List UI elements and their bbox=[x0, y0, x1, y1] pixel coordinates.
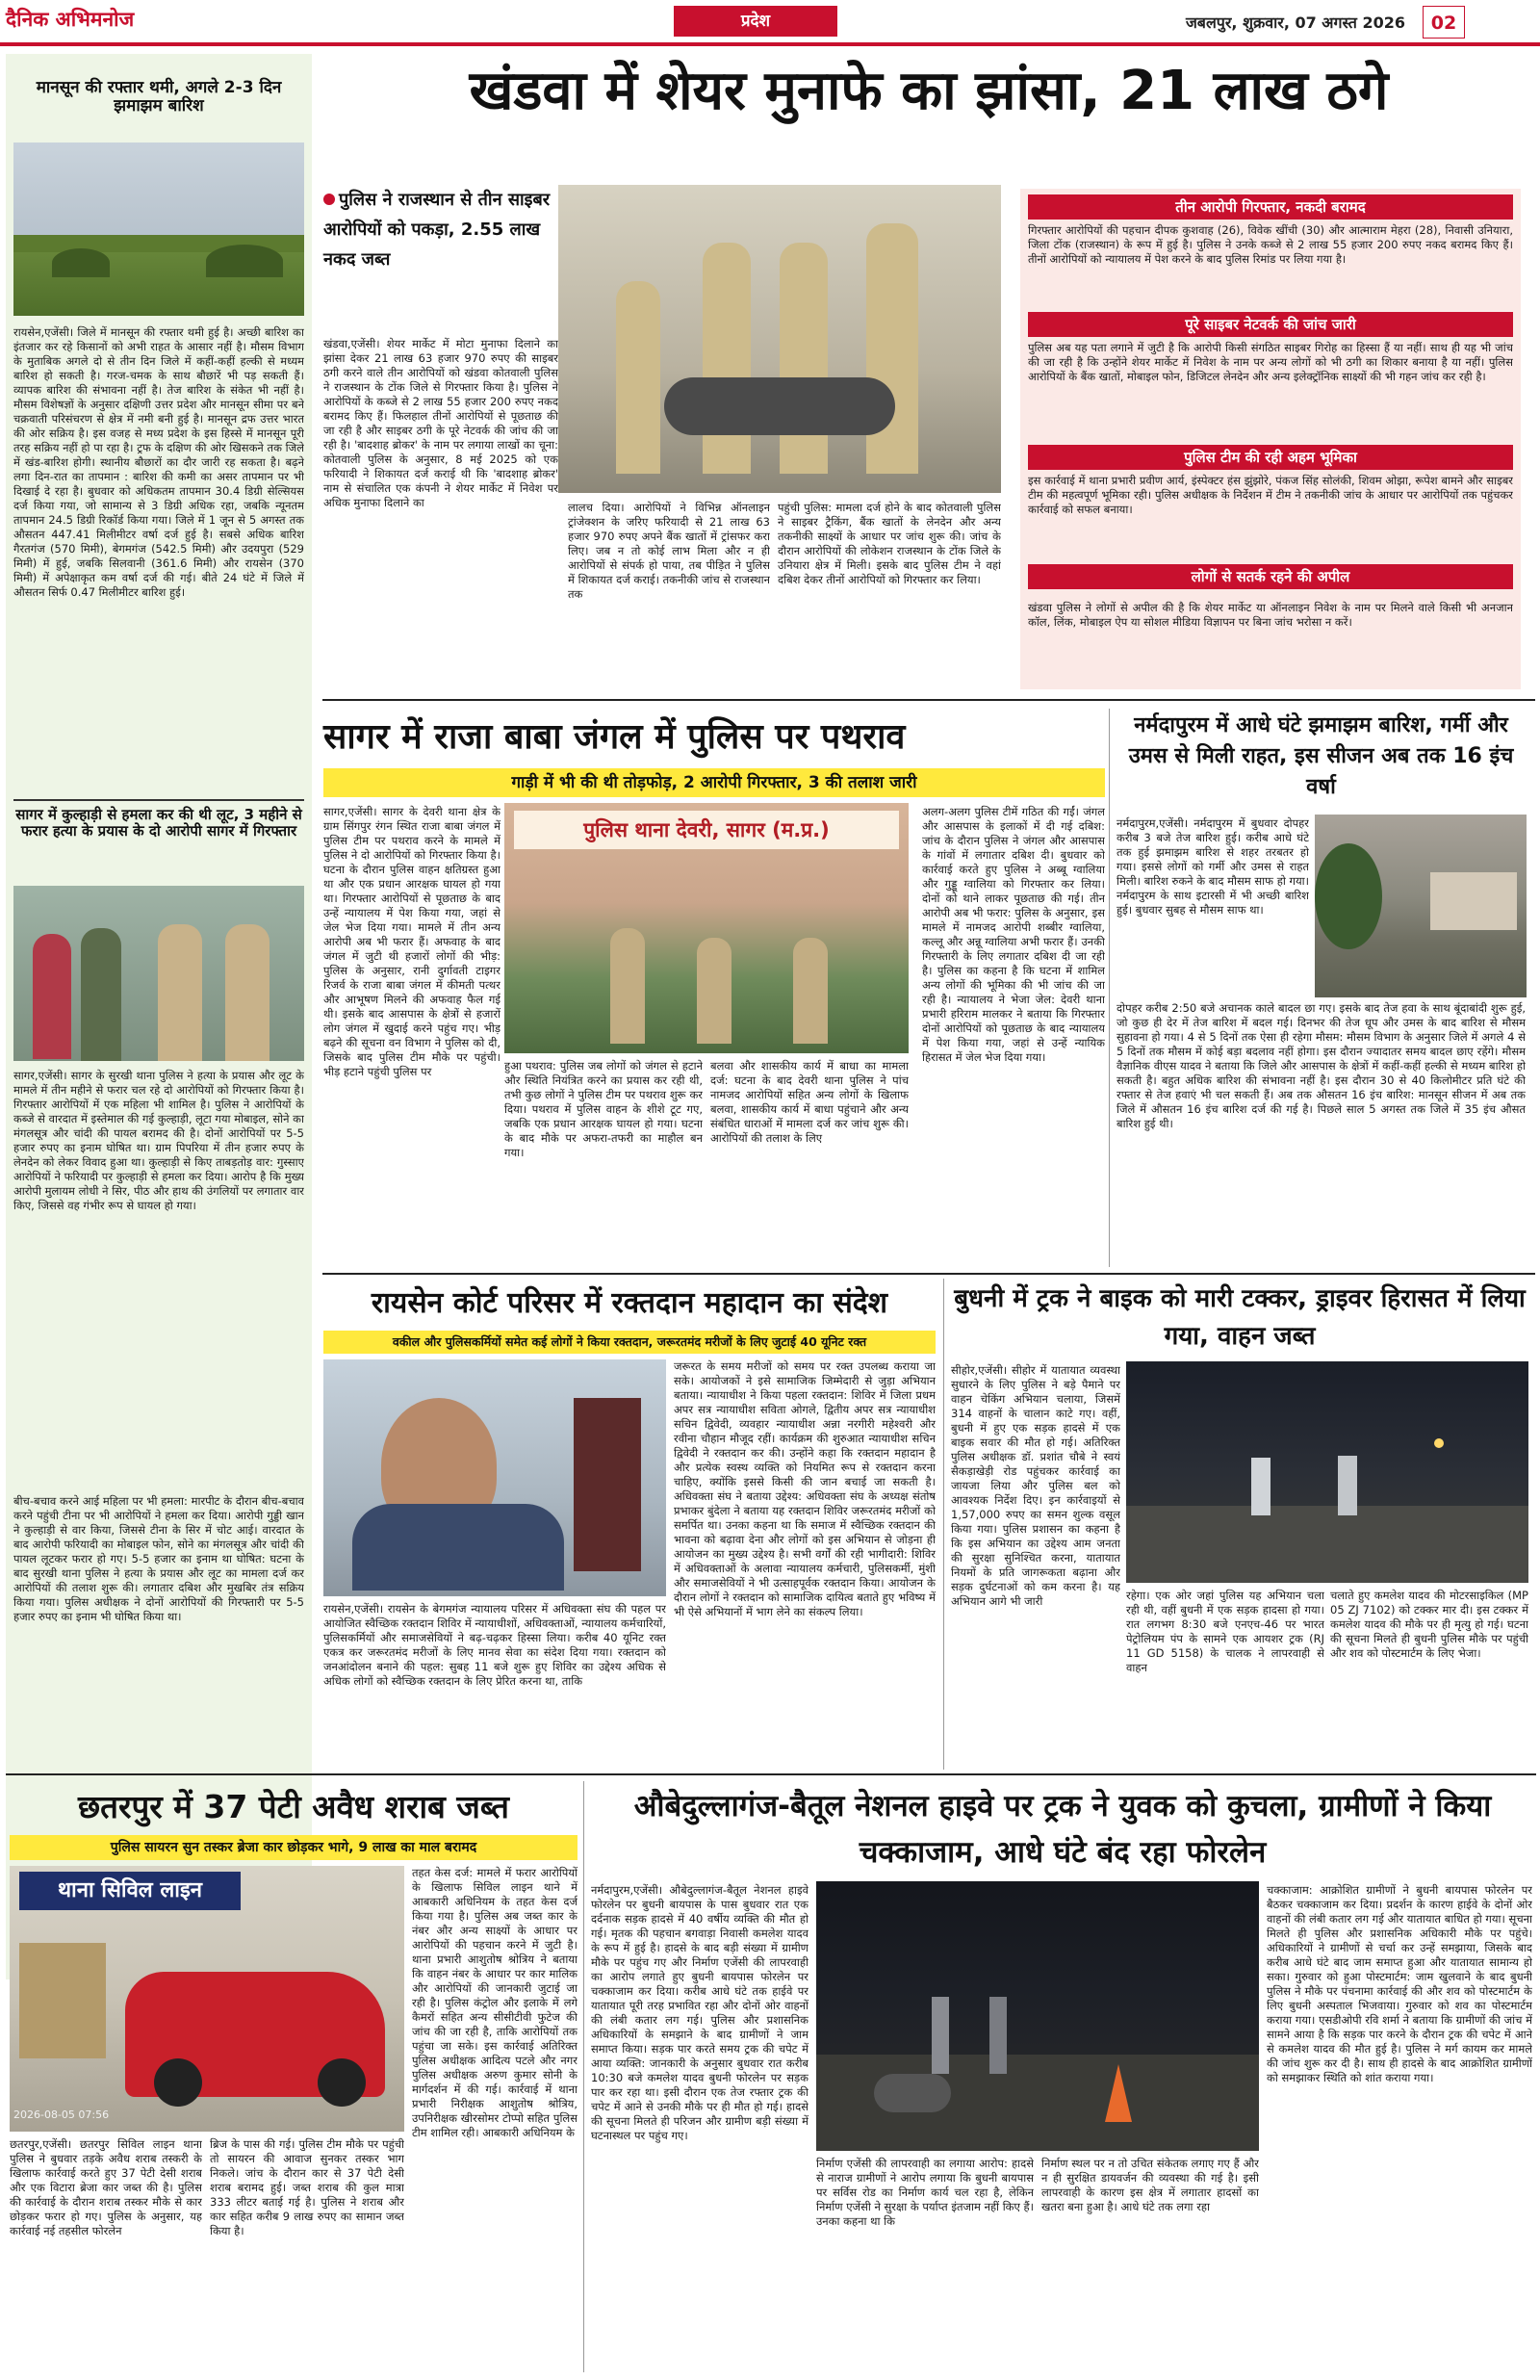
khandwa-subhead-text: पुलिस ने राजस्थान से तीन साइबर आरोपियों को पकड़ा, 2.55 लाख नकद जब्त bbox=[323, 190, 551, 270]
box4-title: लोगों से सतर्क रहने की अपील bbox=[1028, 564, 1513, 589]
sagar-body-1: सागर,एजेंसी। सागर के देवरी थाना क्षेत्र के ग्राम सिंगपुर रंगन स्थित राजा बाबा जंगल में पुलिस टीम पर पथराव करने के मामले में पुलिस ने दो आरोपियों को गिरफ्तार किया है। घटना के दौरान पुलिस वाहन क्षतिग्रस्त हुआ था और एक प्रधान आरक्षक घायल हो गया था। गिरफ्तार आरोपियों से पूछताछ के बाद उन्हें न्यायालय में पेश किया गया, जहां से जेल भेज दिया गया। मामले में तीन अन्य आरोपी अब भी फरार हैं। अफवाह के बाद जंगल में जुटी थी हजारों लोगों की भीड़: पुलिस के अनुसार, रानी दुर्गावती टाइगर रिजर्व के राजा बाबा जंगल में कीमती पत्थर और आभूषण मिलने की अफवाह फैल गई थी। इसके बाद आसपास के क्षेत्रों से हजारों लोग जंगल में खुदाई करने पहुंच गए। भीड़ बढ़ने की सूचना वन विभाग ने पुलिस को दी, जिसके बाद पुलिस टीम मौके पर पहुंची। भीड़ हटाने पहुंची पुलिस पर bbox=[323, 805, 500, 1078]
monsoon-body: रायसेन,एजेंसी। जिले में मानसून की रफ्तार थमी हुई है। अच्छी बारिश का इंतजार कर रहे किसानों को अभी राहत के आसार नहीं है। मौसम विभाग के मुताबिक अगले दो से तीन दिन जिले में कहीं-कहीं हल्की से मध्यम बारिश हो सकती है। गरज-चमक के साथ बौछारें भी पड़ सकती हैं। व्यापक बारिश की संभावना नहीं है। तेज बारिश के संकेत भी नहीं है। मौसम विशेषज्ञों के अनुसार दक्षिणी उत्तर प्रदेश और मानसून सीमा पर बने चक्रवाती परिसंचरण से क्षेत्र में नमी बनी हुई है। मानसून द्रफ उत्तर भारत की ओर सक्रिय है। इस वजह से मध्य प्रदेश के इस हिस्से में मानसून पूरी तरह सक्रिय नहीं हो पा रहा है। ट्रफ के दक्षिण की ओर खिसकने तक जिले में खंड-बारिश होगी। स्थानीय बौछारों का दौर जारी रह सकता है। बढ़ने लगा दिन-रात का तापमान : बारिश की कमी का असर तापमान पर भी दिखाई दे रहा है। बुधवार को अधिकतम तापमान 30.4 डिग्री सेल्सियस दर्ज किया गया, जो सामान्य से 3 डिग्री अधिक रहा, जबकि न्यूनतम तापमान 24.5 डिग्री रिकॉर्ड किया गया। जिले में 1 जून से 5 अगस्त तक औसतन 447.41 मिलीमीटर वर्षा दर्ज हुई है। सबसे अधिक बारिश गैरतगंज (570 मिमी), बेगमगंज (542.5 मिमी) और उदयपुरा (529 मिमी) में हुई, जबकि सिलवानी (361.6 मिमी) और रायसेन (370 मिमी) में अपेक्षाकृत कम वर्षा दर्ज की गई। बीते 24 घंटे में जिले में औसतन सिर्फ 0.47 मिलीमीटर बारिश हुई। bbox=[13, 325, 304, 599]
narmadapuram-body-1: नर्मदापुरम,एजेंसी। नर्मदापुरम में बुधवार दोपहर करीब 3 बजे तेज बारिश हुई। करीब आधे घंटे तक हुई झमाझम बारिश से शहर तरबतर हो गया। इससे लोगों को गर्मी और उमस से राहत मिली। बारिश रुकने के बाद मौसम साफ हो गया। नर्मदापुरम के साथ इटारसी में भी अच्छी बारिश हुई। बुधवार सुबह से मौसम साफ था। bbox=[1116, 816, 1309, 917]
page-number: 02 bbox=[1423, 6, 1465, 39]
axe-body-2: बीच-बचाव करने आई महिला पर भी हमला: मारपीट के दौरान बीच-बचाव करने पहुंची टीना पर भी आरोपियों ने हमला कर दिया। आरोपी गुड्डी खान ने कुल्हाड़ी से वार किया, जिससे टीना के सिर में चोट आई। वारदात के बाद आरोपी फरियादी का मोबाइल फोन, सोने का मंगलसूत्र और चांदी की पायल लूटकर फरार हो गए। 5-5 हजार का इनाम था घोषित: घटना के बाद सुरखी थाना पुलिस ने हत्या के प्रयास और लूट का मामला दर्ज कर आरोपियों की तलाश शुरू की। लगातार दबिश और मुखबिर तंत्र सक्रिय किया गया। पुलिस अधीक्षक ने दोनों आरोपियों की गिरफ्तारी पर 5-5 हजार रुपए का इनाम भी घोषित किया था। bbox=[13, 1494, 304, 1623]
khandwa-headline: खंडवा में शेयर मुनाफे का झांसा, 21 लाख ठगे bbox=[469, 60, 1389, 122]
section-text: प्रदेश bbox=[740, 12, 771, 31]
chhatarpur-photo bbox=[10, 1866, 404, 2132]
box3-title: पुलिस टीम की रही अहम भूमिका bbox=[1028, 445, 1513, 470]
box2-title: पूरे साइबर नेटवर्क की जांच जारी bbox=[1028, 312, 1513, 337]
obed-body-2: निर्माण एजेंसी की लापरवाही का लगाया आरोप: हादसे से नाराज ग्रामीणों ने आरोप लगाया कि बुधनी बायपास पर सर्विस रोड का निर्माण कार्य चल रहा है, लेकिन निर्माण एजेंसी ने सुरक्षा के पर्याप्त इंतजाम नहीं किए हैं। उनका कहना था कि bbox=[816, 2157, 1034, 2228]
chhatarpur-subhead: पुलिस सायरन सुन तस्कर ब्रेजा कार छोड़कर भागे, 9 लाख का माल बरामद bbox=[10, 1835, 578, 1860]
sagar-body-3: बलवा और शासकीय कार्य में बाधा का मामला दर्ज: घटना के बाद देवरी थाना पुलिस ने पांच नामजद आरोपियों सहित अन्य लोगों के खिलाफ बलवा, शासकीय कार्य में बाधा पहुंचाने और अन्य संबंधित धाराओं में मामला दर्ज कर जांच शुरू की। आरोपियों की तलाश के लिए bbox=[710, 1059, 909, 1145]
chhatarpur-photo-stamp: 2026-08-05 07:56 bbox=[13, 2108, 110, 2121]
box1-title: तीन आरोपी गिरफ्तार, नकदी बरामद bbox=[1028, 194, 1513, 220]
narmadapuram-headline: नर्मदापुरम में आधे घंटे झमाझम बारिश, गर्मी और उमस से मिली राहत, इस सीजन अब तक 16 इंच वर्षा bbox=[1128, 713, 1514, 799]
vrule-narmada bbox=[1109, 709, 1110, 1267]
budhni-body-1: सीहोर,एजेंसी। सीहोर में यातायात व्यवस्था सुधारने के लिए पुलिस ने बड़े पैमाने पर वाहन चेकिंग अभियान चलाया, जिसमें 314 वाहनों के चालान काटे गए। वहीं, बुधनी में हुए एक सड़क हादसे में एक बाइक सवार की मौत हो गई। अतिरिक्त पुलिस अधीक्षक डॉ. प्रशांत चौबे ने स्वयं सैकड़ाखेड़ी रोड पहुंचकर कार्रवाई का जायजा लिया और पुलिस बल को आवश्यक निर्देश दिए। इन कार्रवाइयों से 1,57,000 रुपए का समन शुल्क वसूल किया गया। पुलिस प्रशासन का कहना है कि इस अभियान का उद्देश्य आम जनता की सुरक्षा सुनिश्चित करना, यातायात नियमों के प्रति जागरूकता बढ़ाना और सड़क दुर्घटनाओं को कम करना है। यह अभियान आगे भी जारी bbox=[951, 1363, 1120, 1608]
box4-body: खंडवा पुलिस ने लोगों से अपील की है कि शेयर मार्केट या ऑनलाइन निवेश के नाम पर मिलने वाले किसी भी अनजान कॉल, लिंक, मोबाइल ऐप या सोशल मीडिया विज्ञापन पर बिना जांच भरोसा न करें। bbox=[1028, 601, 1513, 629]
blood-photo bbox=[323, 1359, 666, 1596]
box2-body: पुलिस अब यह पता लगाने में जुटी है कि आरोपी किसी संगठित साइबर गिरोह का हिस्सा हैं या नहीं। साथ ही यह भी जांच की जा रही है कि उन्होंने शेयर मार्केट में निवेश के नाम पर अन्य लोगों को भी ठगी का शिकार बनाया है या नहीं। पुलिस आरोपियों के बैंक खातों, मोबाइल फोन, डिजिटल लेनदेन और अन्य इलेक्ट्रॉनिक साक्ष्यों की भी गहन जांच कर रही है। bbox=[1028, 341, 1513, 383]
box1-body: गिरफ्तार आरोपियों की पहचान दीपक कुशवाह (26), विवेक खींची (30) और आत्माराम मेहरा (28), निवासी उनियारा, जिला टोंक (राजस्थान) के रूप में हुई है। पुलिस ने उनके कब्जे से 2 लाख 55 हजार 200 रुपए नकद बरामद किए हैं। तीनों आरोपियों को न्यायालय में पेश करने के बाद पुलिस रिमांड पर लिया गया है। bbox=[1028, 223, 1513, 266]
obed-headline: औबेदुल्लागंज-बैतूल नेशनल हाइवे पर ट्रक ने युवक को कुचला, ग्रामीणों ने किया चक्काजाम, आधे घंटे बंद रहा फोरलेन bbox=[633, 1789, 1492, 1870]
vrule-obed bbox=[583, 1781, 584, 2372]
sagar-photo bbox=[504, 803, 909, 1053]
left-divider bbox=[13, 799, 304, 801]
box3-body: इस कार्रवाई में थाना प्रभारी प्रवीण आर्य, इंस्पेक्टर हंस झुंझोरे, पंकज सिंह सोलंकी, शिवम ओझा, रूपेश बामने और साइबर टीम की महत्वपूर्ण भूमिका रही। पुलिस अधीक्षक के निर्देशन में टीम ने तकनीकी जांच के आधार पर आरोपियों तक पहुंचकर कार्रवाई को सफल बनाया। bbox=[1028, 474, 1513, 516]
narmadapuram-photo bbox=[1315, 815, 1527, 997]
sagar-body-2: हुआ पथराव: पुलिस जब लोगों को जंगल से हटाने और स्थिति नियंत्रित करने का प्रयास कर रही थी, तभी कुछ लोगों ने पुलिस टीम पर पथराव शुरू कर दिया। पथराव में पुलिस वाहन के शीशे टूट गए, जबकि एक प्रधान आरक्षक घायल हो गया। घटना के बाद मौके पर अफरा-तफरी का माहौल बन गया। bbox=[504, 1059, 703, 1159]
section-label bbox=[674, 6, 837, 37]
monsoon-photo bbox=[13, 142, 304, 316]
monsoon-headline: मानसून की रफ्तार थमी, अगले 2-3 दिन झमाझम बारिश bbox=[36, 78, 282, 116]
axe-body-1: सागर,एजेंसी। सागर के सुरखी थाना पुलिस ने हत्या के प्रयास और लूट के मामले में तीन महीने से फरार चल रहे दो आरोपियों को गिरफ्तार किया है। गिरफ्तार आरोपियों में एक महिला भी शामिल है। पुलिस ने आरोपियों के कब्जे से वारदात में इस्तेमाल की गई कुल्हाड़ी, लूटा गया मोबाइल, सोने का मंगलसूत्र और चांदी की पायल बरामद की है। दोनों आरोपियों पर 5-5 हजार रुपए का इनाम घोषित था। ग्राम पिपरिया में तीन हजार रुपए के लेनदेन को लेकर विवाद हुआ था। कुल्हाड़ी से किए ताबड़तोड़ वार: गुस्साए आरोपियों ने फरियादी पर कुल्हाड़ी से हमला कर दिया। आरोप है कि मुख्य आरोपी मुलायम लोधी ने सिर, पीठ और हाथ की उंगलियों पर लगातार वार किए, जिससे वह गंभीर रूप से घायल हो गया। bbox=[13, 1069, 304, 1212]
blood-body-1: रायसेन,एजेंसी। रायसेन के बेगमगंज न्यायालय परिसर में अधिवक्ता संघ की पहल पर आयोजित स्वैच्छिक रक्तदान शिविर में न्यायाधीशों, अधिवक्ताओं, न्यायालय कर्मचारियों, पुलिसकर्मियों और समाजसेवियों ने बढ़-चढ़कर हिस्सा लिया। करीब 40 यूनिट रक्त एकत्र कर जरूरतमंद मरीजों के लिए मानव सेवा का संदेश दिया गया। रक्तदान को जनआंदोलन बनाने की पहल: सुबह 11 बजे शुरू हुए शिविर का उद्देश्य अधिक से अधिक लोगों को स्वैच्छिक रक्तदान के लिए प्रेरित करना था, ताकि bbox=[323, 1602, 666, 1688]
narmadapuram-body-2: दोपहर करीब 2:50 बजे अचानक काले बादल छा गए। इसके बाद तेज हवा के साथ बूंदाबांदी शुरू हुई, जो कुछ ही देर में तेज बारिश में बदल गई। दिनभर की तेज धूप और उमस के बाद बारिश से मौसम सुहावना हो गया। 4 से 5 दिनों तक ऐसा ही रहेगा मौसम: मौसम विभाग के अनुसार जिले में अगले 4 से 5 दिनों तक मौसम में कोई बड़ा बदलाव नहीं होगा। इस दौरान ज्यादातर समय बादल छाए रहेंगे। मौसम वैज्ञानिक वीएस यादव ने बताया कि जिले और आसपास के क्षेत्रों में कहीं-कहीं हल्की से मध्यम बारिश हो सकती है। बहुत अधिक बारिश की संभावना नहीं है। इस दौरान 30 से 40 किलोमीटर प्रति घंटे की रफ्तार से तेज हवाएं भी चल सकती हैं। अब तक औसतन 16 इंच बारिश: मानसून सीजन में अब तक जिले में औसतन 16 इंच बारिश दर्ज की गई है। पिछले साल 5 अगस्त तक जिले में 35 इंच औसत बारिश हुई थी। bbox=[1116, 1001, 1526, 1130]
chhatarpur-body-2: ब्रिज के पास की गई। पुलिस टीम मौके पर पहुंची तो सायरन की आवाज सुनकर तस्कर भाग निकले। जांच के दौरान कार से 37 पेटी देसी शराब बरामद हुई। जब्त शराब की कुल मात्रा 333 लीटर बताई गई है। पुलिस ने शराब और कार सहित करीब 9 लाख रुपए का सामान जब्त किया है। bbox=[210, 2137, 404, 2238]
sagar-photo-sign: पुलिस थाना देवरी, सागर (म.प्र.) bbox=[514, 811, 899, 849]
masthead bbox=[0, 0, 1540, 44]
blood-body-2: जरूरत के समय मरीजों को समय पर रक्त उपलब्ध कराया जा सके। आयोजकों ने इसे सामाजिक जिम्मेदारी से जुड़ा अभियान बताया। न्यायाधीश ने किया पहला रक्तदान: शिविर में जिला प्रधम अपर सत्र न्यायाधीश सविता ओगले, द्वितीय अपर सत्र न्यायाधीश सचिन द्विवेदी, व्यवहार न्यायाधीश अन्ना नरगीरी महेश्वरी और रवीना चौहान मौजूद रहीं। कार्यक्रम की शुरुआत न्यायाधीश सचिन द्विवेदी ने रक्तदान कर की। उन्होंने कहा कि रक्तदान महादान है और प्रत्येक स्वस्थ व्यक्ति को नियमित रूप से रक्तदान करना चाहिए, क्योंकि इससे किसी की जान बचाई जा सकती है। अधिवक्ता संघ ने बताया उद्देश्य: अधिवक्ता संघ के अध्यक्ष संतोष प्रभाकर बुंदेला ने बताया यह रक्तदान शिविर जरूरतमंद मरीजों को समर्पित था। उनका कहना था कि समाज में स्वैच्छिक रक्तदान की भावना को बढ़ावा देना और लोगों को इस अभियान से जोड़ना ही आयोजन का मुख्य उद्देश्य है। सभी वर्गों की रही भागीदारी: शिविर में अधिवक्ताओं के अलावा न्यायालय कर्मचारी, पुलिसकर्मी, मुंशी और समाजसेवियों ने भी उत्साहपूर्वक रक्तदान किया। आयोजन के दौरान लोगों ने रक्तदान को सामाजिक दायित्व बताते हुए भविष्य में भी ऐसे अभियानों में भाग लेने का संकल्प लिया। bbox=[674, 1359, 936, 1618]
bullet-icon bbox=[323, 194, 335, 205]
sagar-subhead: गाड़ी में भी की थी तोड़फोड़, 2 आरोपी गिरफ्तार, 3 की तलाश जारी bbox=[323, 768, 1105, 797]
dateline: जबलपुर, शुक्रवार, 07 अगस्त 2026 bbox=[1185, 13, 1405, 32]
chhatarpur-photo-sign: थाना सिविल लाइन bbox=[19, 1872, 241, 1910]
axe-headline: सागर में कुल्हाड़ी से हमला कर की थी लूट, 3 महीने से फरार हत्या के प्रयास के दो आरोपी सागर में गिरफ्तार bbox=[15, 806, 302, 840]
masthead-rule bbox=[0, 42, 1540, 46]
obed-body-4: चक्काजाम: आक्रोशित ग्रामीणों ने बुधनी बायपास फोरलेन पर बैठकर चक्काजाम कर दिया। प्रदर्शन के कारण हाईवे के दोनों ओर वाहनों की लंबी कतार लग गई और यातायात बाधित हो गया। सूचना मिलते ही पुलिस और प्रशासनिक अधिकारी मौके पर पहुंचे। अधिकारियों ने ग्रामीणों से चर्चा कर उन्हें समझाया, जिसके बाद करीब आधे घंटे बाद जाम समाप्त हुआ और यातायात सामान्य हो सका। गुरुवार को हुआ पोस्टमार्टम: जाम खुलवाने के बाद बुधनी पुलिस ने मौके पर पंचनामा कार्रवाई की और शव को पोस्टमार्टम के लिए बुधनी अस्पताल भिजवाया। गुरुवार को शव का पोस्टमार्टम कराया गया। एसडीओपी रवि शर्मा ने बताया कि ग्रामीणों की जांच में सामने आया है कि सड़क पार करने के दौरान ट्रक की चपेट में आने से कमलेश यादव की मौत हुई है। पुलिस ने मर्ग कायम कर मामले की जांच शुरू कर दी है। साथ ही हादसे के बाद आक्रोशित ग्रामीणों को समझाकर स्थिति को शांत कराया गया। bbox=[1267, 1883, 1532, 2084]
rule-2 bbox=[322, 1273, 1535, 1275]
chhatarpur-body-1: छतरपुर,एजेंसी। छतरपुर सिविल लाइन थाना पुलिस ने बुधवार तड़के अवैध शराब तस्करी के खिलाफ कार्रवाई करते हुए 37 पेटी देसी शराब और एक विटारा ब्रेजा कार जब्त की है। पुलिस की कार्रवाई के दौरान शराब तस्कर मौके से कार छोड़कर फरार हो गए। पुलिस के अनुसार, यह कार्रवाई नई तहसील फोरलेन bbox=[10, 2137, 202, 2238]
khandwa-photo bbox=[558, 185, 1001, 493]
budhni-headline: बुधनी में ट्रक ने बाइक को मारी टक्कर, ड्राइवर हिरासत में लिया गया, वाहन जब्त bbox=[954, 1284, 1526, 1351]
blood-headline: रायसेन कोर्ट परिसर में रक्तदान महादान का संदेश bbox=[371, 1286, 888, 1320]
budhni-body-2: रहेगा। एक ओर जहां पुलिस यह अभियान चला रही थी, वहीं बुधनी में एक सड़क हादसा हो गया। रात लगभग 8:30 बजे एनएच-46 पर भारत पेट्रोलियम पंप के सामने एक आयशर ट्रक (RJ 11 GD 5158) के चालक ने लापरवाही से वाहन bbox=[1126, 1589, 1324, 1674]
khandwa-body-1: खंडवा,एजेंसी। शेयर मार्केट में मोटा मुनाफा दिलाने का झांसा देकर 21 लाख 63 हजार 970 रुपए की साइबर ठगी करने वाले तीन आरोपियों को खंडवा कोतवाली पुलिस ने राजस्थान के टोंक जिले से गिरफ्तार किया है। पुलिस ने आरोपियों के कब्जे से 2 लाख 55 हजार 200 रुपए नकद बरामद किए हैं। फिलहाल तीनों आरोपियों से पूछताछ की जा रही है और साइबर ठगी के पूरे नेटवर्क की जांच की जा रही है। 'बादशाह ब्रोकर' के नाम पर लगाया लाखों का चूना: कोतवाली पुलिस के अनुसार, 8 मई 2025 को एक फरियादी ने शिकायत दर्ज कराई थी कि 'बादशाह ब्रोकर' नाम से संचालित एक कंपनी ने शेयर मार्केट में निवेश पर अधिक मुनाफा दिलाने का bbox=[323, 337, 558, 509]
chhatarpur-body-3: तहत केस दर्ज: मामले में फरार आरोपियों के खिलाफ सिविल लाइन थाने में आबकारी अधिनियम के तहत केस दर्ज किया गया है। पुलिस अब जब्त कार के नंबर और अन्य साक्ष्यों के आधार पर आरोपियों की पहचान करने में जुटी है। थाना प्रभारी आशुतोष श्रोत्रिय ने बताया कि वाहन नंबर के आधार पर कार मालिक और आरोपियों की जानकारी जुटाई जा रही है। पुलिस कंट्रोल और इलाके में लगे कैमरों सहित अन्य सीसीटीवी फुटेज की जांच की जा रही है, ताकि आरोपियों तक पहुंचा जा सके। इस कार्रवाई अतिरिक्त पुलिस अधीक्षक आदित्य पटले और नगर पुलिस अधीक्षक अरुण कुमार सोनी के मार्गदर्शन में की गई। कार्रवाई में थाना प्रभारी निरीक्षक आशुतोष श्रोत्रिय, उपनिरीक्षक खीरसोमर टोप्पो सहित पुलिस टीम शामिल रही। आबकारी अधिनियम के bbox=[412, 1866, 578, 2139]
budhni-body-3: चलाते हुए कमलेश यादव की मोटरसाइकिल (MP 05 ZJ 7102) को टक्कर मार दी। इस टक्कर में कमलेश यादव की मौके पर ही मृत्यु हो गई। घटना की सूचना मिलते ही बुधनी पुलिस मौके पर पहुंची और शव को पोस्टमार्टम के लिए भेजा। bbox=[1330, 1589, 1528, 1660]
khandwa-body-2: लालच दिया। आरोपियों ने विभिन्न ऑनलाइन ट्रांजेक्शन के जरिए फरियादी से 21 लाख 63 हजार 970 रुपए अपने बैंक खातों में ट्रांसफर करा लिए। जब न तो कोई लाभ मिला और न ही आरोपियों से संपर्क हो पाया, तब पीड़ित ने पुलिस में शिकायत दर्ज कराई। तकनीकी जांच से राजस्थान तक bbox=[568, 501, 770, 601]
budhni-photo bbox=[1126, 1361, 1528, 1583]
blood-subhead: वकील और पुलिसकर्मियों समेत कई लोगों ने किया रक्तदान, जरूरतमंद मरीजों के लिए जुटाई 40 यूनिट रक्त bbox=[323, 1331, 936, 1354]
logo bbox=[6, 6, 295, 39]
axe-photo bbox=[13, 886, 304, 1061]
sagar-headline: सागर में राजा बाबा जंगल में पुलिस पर पथराव bbox=[323, 717, 906, 757]
vrule-budhni bbox=[943, 1279, 944, 1770]
obed-photo bbox=[816, 1881, 1259, 2151]
obed-body-1: नर्मदापुरम,एजेंसी। औबेदुल्लागंज-बैतूल नेशनल हाइवे फोरलेन पर बुधनी बायपास के पास बुधवार रात एक दर्दनाक सड़क हादसे में 40 वर्षीय व्यक्ति की मौत हो गई। मृतक की पहचान बगवाड़ा निवासी कमलेश यादव के रूप में हुई है। हादसे के बाद बड़ी संख्या में ग्रामीण मौके पर पहुंच गए और निर्माण एजेंसी की लापरवाही का आरोप लगाते हुए बुधनी बायपास फोरलेन पर चक्काजाम कर दिया। करीब आधे घंटे तक हाईवे पर यातायात पूरी तरह प्रभावित रहा और दोनों ओर वाहनों की लंबी कतार लग गई। पुलिस और प्रशासनिक अधिकारियों के समझाने के बाद ग्रामीणों ने जाम समाप्त किया। सड़क पार करते समय ट्रक की चपेट में आया व्यक्ति: जानकारी के अनुसार बुधवार रात करीब 10:30 बजे कमलेश यादव बुधनी फोरलेन पर सड़क पार कर रहा था। इसी दौरान एक तेज रफ्तार ट्रक की चपेट में आने से उनकी मौके पर ही मौत हो गई। हादसे की सूचना मिलते ही परिजन और ग्रामीण बड़ी संख्या में घटनास्थल पर पहुंच गए। bbox=[591, 1883, 808, 2142]
rule-1 bbox=[322, 699, 1535, 701]
rule-3 bbox=[6, 1773, 1536, 1775]
khandwa-subhead bbox=[323, 185, 558, 320]
sagar-body-4: अलग-अलग पुलिस टीमें गठित की गईं। जंगल और आसपास के इलाकों में दी गई दबिश: जांच के दौरान पुलिस ने जंगल और आसपास के गांवों में लगातार दबिश दी। बुधवार को कार्रवाई करते हुए पुलिस ने अब्बू ग्वालिया और गुड्डू ग्वालिया को गिरफ्तार कर लिया। दोनों को थाने लाकर पूछताछ की गई। तीन आरोपी अब भी फरार: पुलिस के अनुसार, इस मामले में नामजद आरोपी शब्बीर ग्वालिया, कल्लू और अन्नू ग्वालिया अभी फरार हैं। उनकी गिरफ्तारी के लिए लगातार दबिश दी जा रही है। पुलिस का कहना है कि घटना में शामिल अन्य लोगों की भूमिका की भी जांच की जा रही है। न्यायालय ने भेजा जेल: देवरी थाना प्रभारी हरिराम मालकर ने बताया कि गिरफ्तार दोनों आरोपियों को पूछताछ के बाद न्यायालय में पेश किया गया, जहां से उन्हें न्यायिक हिरासत में जेल भेज दिया गया। bbox=[922, 805, 1105, 1064]
logo-text: दैनिक अभिमनोज bbox=[6, 8, 135, 31]
khandwa-body-3: पहुंची पुलिस: मामला दर्ज होने के बाद कोतवाली पुलिस ने साइबर ट्रैकिंग, बैंक खातों के लेनदेन और अन्य तकनीकी साक्ष्यों के आधार पर जांच शुरू की। जांच के दौरान आरोपियों की लोकेशन राजस्थान के टोंक जिले के उनियारा क्षेत्र में मिली। इसके बाद पुलिस टीम ने वहां दबिश देकर तीनों आरोपियों को गिरफ्तार कर लिया। bbox=[778, 501, 1001, 586]
obed-body-3: निर्माण स्थल पर न तो उचित संकेतक लगाए गए हैं और न ही सुरक्षित डायवर्जन की व्यवस्था की गई है। इसी लापरवाही के कारण इस क्षेत्र में लगातार हादसों का खतरा बना हुआ है। आधे घंटे तक लगा रहा bbox=[1041, 2157, 1259, 2213]
chhatarpur-headline: छतरपुर में 37 पेटी अवैध शराब जब्त bbox=[78, 1788, 509, 1825]
